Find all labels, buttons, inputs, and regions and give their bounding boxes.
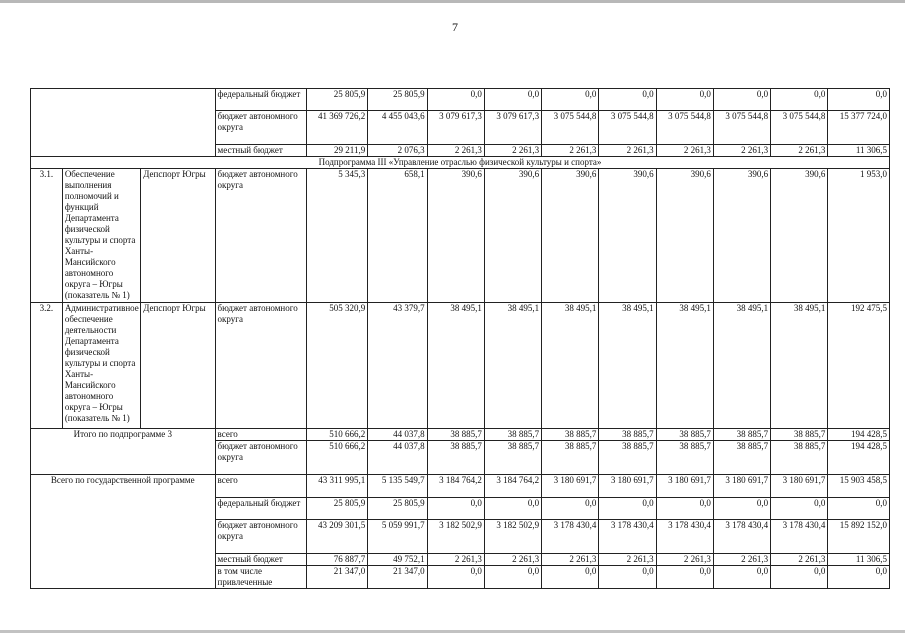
value-cell: 38 885,7 — [542, 429, 599, 441]
funding-source-cell: в том числе привлеченные — [215, 566, 306, 589]
value-cell: 194 428,5 — [828, 429, 890, 441]
value-cell: 0,0 — [542, 566, 599, 589]
value-cell: 38 885,7 — [542, 441, 599, 475]
value-cell: 2 261,3 — [599, 145, 656, 157]
value-cell: 38 885,7 — [599, 429, 656, 441]
value-cell: 0,0 — [599, 498, 656, 520]
executor-cell: Депспорт Югры — [141, 169, 215, 303]
value-cell: 390,6 — [542, 169, 599, 303]
funding-source-cell: местный бюджет — [215, 145, 306, 157]
executor-cell: Депспорт Югры — [141, 303, 215, 429]
value-cell: 0,0 — [771, 566, 828, 589]
value-cell: 658,1 — [368, 169, 427, 303]
value-cell: 390,6 — [713, 169, 770, 303]
value-cell: 3 180 691,7 — [599, 475, 656, 498]
value-cell: 15 903 458,5 — [828, 475, 890, 498]
subprogram-header: Подпрограмма III «Управление отраслью физической культуры и спорта» — [31, 157, 890, 169]
table-row — [31, 429, 890, 441]
value-cell: 0,0 — [771, 89, 828, 111]
value-cell: 3 180 691,7 — [542, 475, 599, 498]
value-cell: 390,6 — [484, 169, 541, 303]
value-cell: 3 182 502,9 — [427, 520, 484, 554]
value-cell: 505 320,9 — [306, 303, 368, 429]
scan-edge-bottom — [0, 630, 905, 633]
value-cell: 5 135 549,7 — [368, 475, 427, 498]
value-cell: 25 805,9 — [306, 89, 368, 111]
value-cell: 390,6 — [599, 169, 656, 303]
value-cell: 2 261,3 — [484, 554, 541, 566]
budget-table — [30, 88, 890, 589]
value-cell: 3 178 430,4 — [599, 520, 656, 554]
value-cell: 3 182 502,9 — [484, 520, 541, 554]
value-cell: 25 805,9 — [306, 498, 368, 520]
funding-source-cell: федеральный бюджет — [215, 89, 306, 111]
value-cell: 38 885,7 — [771, 429, 828, 441]
value-cell: 43 379,7 — [368, 303, 427, 429]
value-cell: 38 495,1 — [484, 303, 541, 429]
value-cell: 38 885,7 — [656, 429, 713, 441]
table-row — [31, 475, 890, 498]
table-row — [31, 157, 890, 169]
value-cell: 0,0 — [771, 498, 828, 520]
value-cell: 0,0 — [542, 89, 599, 111]
value-cell: 3 075 544,8 — [713, 111, 770, 145]
value-cell: 49 752,1 — [368, 554, 427, 566]
value-cell: 3 075 544,8 — [599, 111, 656, 145]
scan-edge-top — [0, 0, 905, 3]
value-cell: 38 495,1 — [713, 303, 770, 429]
funding-source-cell: федеральный бюджет — [215, 498, 306, 520]
funding-source-cell: бюджет автономного округа — [215, 111, 306, 145]
value-cell: 25 805,9 — [368, 498, 427, 520]
value-cell: 21 347,0 — [306, 566, 368, 589]
blank-merged-cell — [31, 89, 216, 157]
value-cell: 2 261,3 — [771, 554, 828, 566]
value-cell: 0,0 — [713, 566, 770, 589]
value-cell: 44 037,8 — [368, 441, 427, 475]
value-cell: 44 037,8 — [368, 429, 427, 441]
value-cell: 15 377 724,0 — [828, 111, 890, 145]
table-row — [31, 169, 890, 303]
value-cell: 3 180 691,7 — [656, 475, 713, 498]
activity-name: Административное обеспечение деятельности Департамента физической культуры и спорта Ханты-Мансийского автономного округа – Югры (показатель № 1) — [62, 303, 140, 429]
value-cell: 4 455 043,6 — [368, 111, 427, 145]
value-cell: 3 079 617,3 — [484, 111, 541, 145]
value-cell: 0,0 — [599, 566, 656, 589]
value-cell: 2 261,3 — [427, 554, 484, 566]
value-cell: 0,0 — [828, 566, 890, 589]
value-cell: 2 261,3 — [713, 145, 770, 157]
value-cell: 3 184 764,2 — [484, 475, 541, 498]
value-cell: 3 178 430,4 — [713, 520, 770, 554]
page-number: 7 — [452, 20, 458, 34]
value-cell: 2 261,3 — [713, 554, 770, 566]
value-cell: 2 261,3 — [427, 145, 484, 157]
value-cell: 0,0 — [656, 498, 713, 520]
value-cell: 0,0 — [713, 498, 770, 520]
value-cell: 38 495,1 — [599, 303, 656, 429]
value-cell: 0,0 — [599, 89, 656, 111]
value-cell: 0,0 — [427, 89, 484, 111]
value-cell: 11 306,5 — [828, 145, 890, 157]
item-number: 3.1. — [31, 169, 63, 303]
value-cell: 11 306,5 — [828, 554, 890, 566]
value-cell: 3 178 430,4 — [771, 520, 828, 554]
value-cell: 2 261,3 — [656, 145, 713, 157]
value-cell: 0,0 — [427, 498, 484, 520]
value-cell: 0,0 — [656, 566, 713, 589]
table-row — [31, 303, 890, 429]
value-cell: 0,0 — [713, 89, 770, 111]
value-cell: 510 666,2 — [306, 441, 368, 475]
funding-source-cell: местный бюджет — [215, 554, 306, 566]
value-cell: 3 178 430,4 — [542, 520, 599, 554]
value-cell: 0,0 — [828, 89, 890, 111]
value-cell: 0,0 — [427, 566, 484, 589]
value-cell: 43 311 995,1 — [306, 475, 368, 498]
value-cell: 38 885,7 — [713, 429, 770, 441]
funding-source-cell: бюджет автономного округа — [215, 441, 306, 475]
value-cell: 38 885,7 — [713, 441, 770, 475]
value-cell: 38 885,7 — [484, 429, 541, 441]
value-cell: 38 495,1 — [542, 303, 599, 429]
value-cell: 2 261,3 — [599, 554, 656, 566]
value-cell: 3 180 691,7 — [713, 475, 770, 498]
value-cell: 510 666,2 — [306, 429, 368, 441]
grand-total-label: Всего по государственной программе — [31, 475, 216, 589]
budget-table-body — [31, 89, 890, 589]
value-cell: 192 475,5 — [828, 303, 890, 429]
funding-source-cell: бюджет автономного округа — [215, 520, 306, 554]
value-cell: 76 887,7 — [306, 554, 368, 566]
value-cell: 2 261,3 — [484, 145, 541, 157]
value-cell: 38 885,7 — [484, 441, 541, 475]
value-cell: 0,0 — [828, 498, 890, 520]
table-row — [31, 89, 890, 111]
value-cell: 2 261,3 — [656, 554, 713, 566]
value-cell: 0,0 — [484, 498, 541, 520]
value-cell: 390,6 — [656, 169, 713, 303]
item-number: 3.2. — [31, 303, 63, 429]
subtotal-label: Итого по подпрограмме 3 — [31, 429, 216, 475]
value-cell: 5 345,3 — [306, 169, 368, 303]
value-cell: 25 805,9 — [368, 89, 427, 111]
value-cell: 3 075 544,8 — [542, 111, 599, 145]
funding-source-cell: всего — [215, 429, 306, 441]
value-cell: 2 076,3 — [368, 145, 427, 157]
value-cell: 43 209 301,5 — [306, 520, 368, 554]
value-cell: 0,0 — [484, 89, 541, 111]
value-cell: 38 885,7 — [427, 429, 484, 441]
value-cell: 3 178 430,4 — [656, 520, 713, 554]
value-cell: 194 428,5 — [828, 441, 890, 475]
value-cell: 3 180 691,7 — [771, 475, 828, 498]
value-cell: 3 075 544,8 — [771, 111, 828, 145]
value-cell: 390,6 — [771, 169, 828, 303]
value-cell: 38 495,1 — [656, 303, 713, 429]
value-cell: 0,0 — [484, 566, 541, 589]
value-cell: 3 184 764,2 — [427, 475, 484, 498]
value-cell: 2 261,3 — [542, 145, 599, 157]
value-cell: 38 495,1 — [771, 303, 828, 429]
value-cell: 41 369 726,2 — [306, 111, 368, 145]
value-cell: 38 885,7 — [656, 441, 713, 475]
value-cell: 38 885,7 — [599, 441, 656, 475]
value-cell: 3 079 617,3 — [427, 111, 484, 145]
value-cell: 21 347,0 — [368, 566, 427, 589]
value-cell: 0,0 — [656, 89, 713, 111]
value-cell: 1 953,0 — [828, 169, 890, 303]
value-cell: 38 495,1 — [427, 303, 484, 429]
value-cell: 2 261,3 — [542, 554, 599, 566]
funding-source-cell: бюджет автономного округа — [215, 169, 306, 303]
value-cell: 2 261,3 — [771, 145, 828, 157]
funding-source-cell: всего — [215, 475, 306, 498]
funding-source-cell: бюджет автономного округа — [215, 303, 306, 429]
activity-name: Обеспечение выполнения полномочий и функций Департамента физической культуры и спорта Ханты-Мансийского автономного округа – Югры (показатель № 1) — [62, 169, 140, 303]
value-cell: 38 885,7 — [771, 441, 828, 475]
value-cell: 38 885,7 — [427, 441, 484, 475]
value-cell: 5 059 991,7 — [368, 520, 427, 554]
value-cell: 15 892 152,0 — [828, 520, 890, 554]
value-cell: 390,6 — [427, 169, 484, 303]
value-cell: 3 075 544,8 — [656, 111, 713, 145]
value-cell: 0,0 — [542, 498, 599, 520]
value-cell: 29 211,9 — [306, 145, 368, 157]
